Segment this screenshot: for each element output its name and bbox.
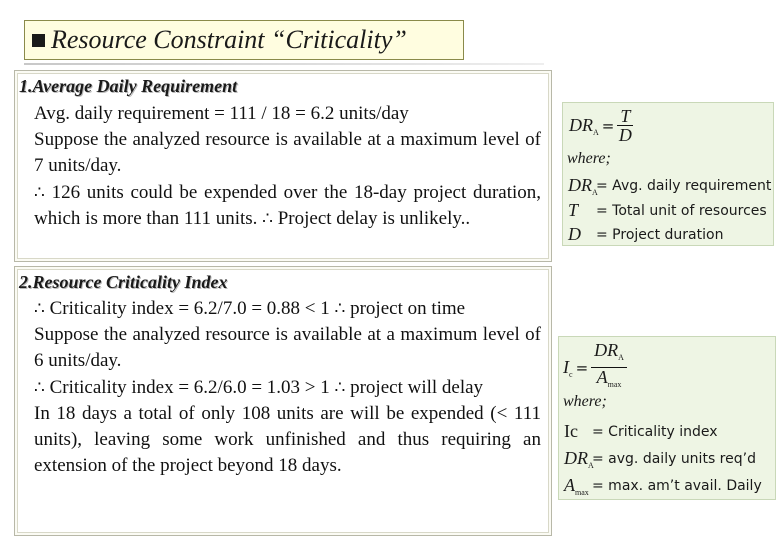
equals-sign: = xyxy=(601,116,615,135)
section2-line-text: Criticality index = 6.2/6.0 = 1.03 > 1 xyxy=(49,376,330,398)
formula2-denominator: $A_{max}$ xyxy=(596,367,622,389)
def-symbol: D xyxy=(568,224,581,244)
formula2-equation xyxy=(563,341,627,394)
def-description: = Avg. daily requirement xyxy=(596,178,772,194)
average-daily-requirement-box xyxy=(14,70,552,262)
formula2-def-row xyxy=(564,475,762,497)
section2-line: In 18 days a total of only 108 units are will be expended (< 111 units), leaving some work unfinished and thus requiring an extension of the project beyond 18 days. xyxy=(34,402,541,477)
formula2-fraction xyxy=(591,341,627,394)
square-bullet-icon xyxy=(32,34,45,47)
def-description: = Criticality index xyxy=(592,423,718,440)
section2-line-text: project will delay xyxy=(350,376,484,398)
formula2-where: where; xyxy=(563,393,607,410)
def-symbol: $DR_A$ xyxy=(564,448,594,470)
section1-line xyxy=(34,180,541,232)
def-symbol: $DR_A$ xyxy=(568,175,598,197)
section1-line-text: 126 units could be expended over the 18-day project duration, which is more than 111 units. xyxy=(34,181,542,229)
formula1-def-row xyxy=(568,224,723,245)
formula1-fraction xyxy=(617,107,633,144)
def-description: = Total unit of resources xyxy=(596,202,767,219)
formula2-def-row xyxy=(564,421,718,442)
slide-title: Resource Constraint “Criticality” xyxy=(51,25,407,54)
def-symbol: T xyxy=(568,200,579,220)
therefore-symbol: ∴ xyxy=(34,377,45,398)
criticality-index-formula xyxy=(558,336,776,500)
formula2-lhs: $I_c$ xyxy=(563,356,573,379)
def-description: = Project duration xyxy=(596,226,724,243)
def-symbol: Ic xyxy=(564,421,578,441)
section2-line: Suppose the analyzed resource is available at a maximum level of 6 units/day. xyxy=(34,324,541,372)
section1-body xyxy=(34,101,541,232)
formula1-numerator: T xyxy=(617,107,633,126)
formula1-lhs: $DR_A$ xyxy=(569,114,599,137)
formula1-equation xyxy=(569,107,633,144)
section2-line xyxy=(34,296,541,322)
title-divider xyxy=(24,63,544,65)
def-description: = max. am’t avail. Daily xyxy=(592,478,762,494)
formula1-denominator: D xyxy=(618,125,632,145)
section2-line-text: Criticality index = 6.2/7.0 = 0.88 < 1 xyxy=(49,298,330,319)
resource-criticality-index-box xyxy=(14,266,552,536)
formula1-def-row xyxy=(568,200,767,221)
def-symbol: $A_{max}$ xyxy=(564,475,589,497)
section1-line: Suppose the analyzed resource is available at a maximum level of 7 units/day. xyxy=(34,129,541,177)
formula1-def-row xyxy=(568,175,771,197)
slide-title-box xyxy=(24,20,464,60)
formula1-where: where; xyxy=(567,150,611,167)
avg-daily-requirement-formula xyxy=(562,102,774,246)
section1-heading: 1.Average Daily Requirement xyxy=(19,76,238,96)
therefore-symbol: ∴ xyxy=(34,182,45,203)
therefore-symbol: ∴ xyxy=(34,299,45,319)
section2-line xyxy=(34,375,541,401)
section2-heading: 2.Resource Criticality Index xyxy=(19,272,228,292)
section2-line-text: project on time xyxy=(350,298,466,319)
equals-sign: = xyxy=(575,358,589,377)
therefore-symbol: ∴ xyxy=(334,299,346,319)
formula2-def-row xyxy=(564,448,756,470)
section1-line-text: Project delay is unlikely.. xyxy=(277,207,471,229)
therefore-symbol: ∴ xyxy=(334,377,346,398)
formula2-numerator: $DR_A$ xyxy=(591,341,627,368)
section1-line: Avg. daily requirement = 111 / 18 = 6.2 units/day xyxy=(34,103,409,124)
section2-body xyxy=(34,296,541,479)
therefore-symbol: ∴ xyxy=(262,208,273,229)
def-description: = avg. daily units req’d xyxy=(592,451,756,467)
